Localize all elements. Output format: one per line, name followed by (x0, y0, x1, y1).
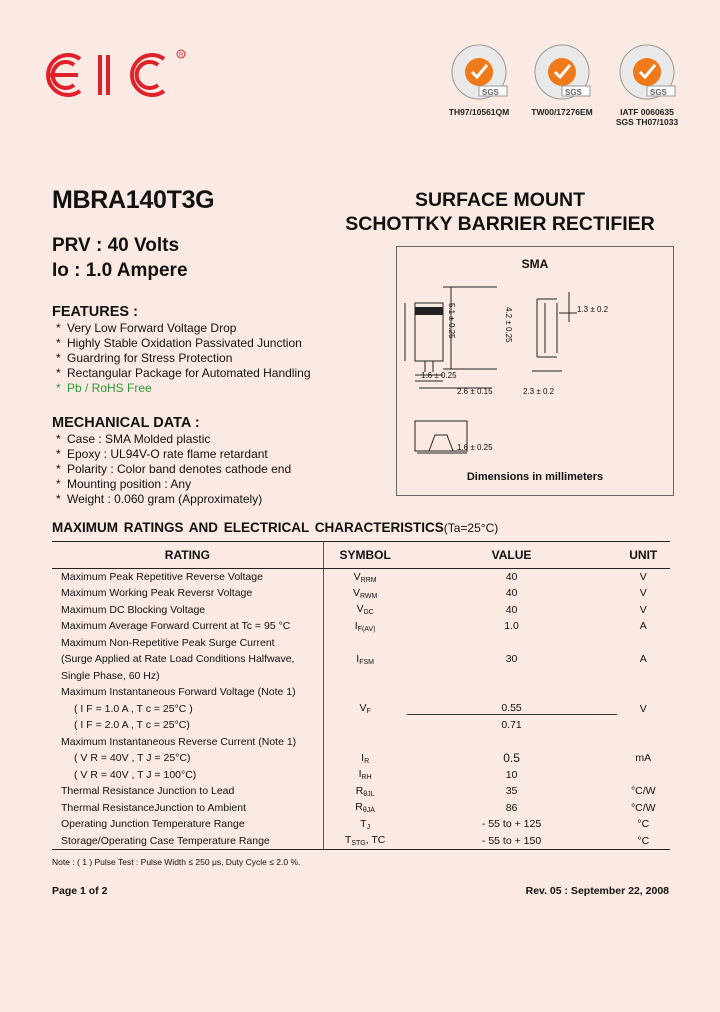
dim-lead-width: 1.6 ± 0.25 (421, 371, 457, 380)
list-item: * Weight : 0.060 gram (Approximately) (56, 492, 263, 506)
dimensions-caption: Dimensions in millimeters (466, 471, 604, 483)
col-unit: UNIT (617, 542, 670, 569)
cert-id: TH97/10561QM (448, 107, 510, 117)
page-number: Page 1 of 2 (52, 885, 108, 897)
dim-body-width: 2.6 ± 0.15 (457, 387, 493, 396)
table-row: ( I F = 2.0 A , T c = 25°C) 0.71 (52, 717, 670, 734)
table-row: Single Phase, 60 Hz) (52, 668, 670, 685)
features-heading: FEATURES : (52, 304, 138, 320)
io-rating: Io : 1.0 Ampere (52, 260, 188, 281)
table-row: ( V R = 40V , T J = 25°C) $I_R$ 0.5 mA (52, 750, 670, 767)
table-row: (Surge Applied at Rate Load Conditions Halfwave, $I_{FSM}$ 30 A (52, 651, 670, 668)
list-item: * Guardring for Stress Protection (56, 351, 233, 365)
mechanical-list (56, 432, 291, 507)
list-item: * Mounting position : Any (56, 477, 192, 491)
dim-lead-length: 1.6 ± 0.25 (457, 443, 493, 452)
sgs-cert-icon (449, 42, 509, 102)
table-row: ( I F = 1.0 A , T c = 25°C ) $V_F$ 0.55 V (52, 701, 670, 718)
title-line-1: SURFACE MOUNT (414, 189, 586, 211)
table-row: Storage/Operating Case Temperature Range $T_{STG}$, TC - 55 to + 150 °C (52, 833, 670, 850)
table-row: Maximum Instantaneous Forward Voltage (Note 1) (52, 684, 670, 701)
cert-badge-1 (444, 42, 514, 117)
cert-badge-3 (612, 42, 682, 127)
table-row: Maximum Non-Repetitive Peak Surge Current (52, 635, 670, 652)
ratings-heading: MAXIMUM RATINGS AND ELECTRICAL CHARACTERISTICS(Ta=25°C) (52, 520, 499, 535)
table-row: ( V R = 40V , T J = 100°C) $I_{RH}$ 10 (52, 767, 670, 784)
list-item: * Polarity : Color band denotes cathode end (56, 462, 292, 476)
table-row: Maximum DC Blocking Voltage $V_{DC}$ 40 V (52, 602, 670, 619)
prv-rating: PRV : 40 Volts (52, 235, 180, 256)
col-symbol: SYMBOL (323, 542, 406, 569)
table-row: Thermal Resistance Junction to Lead $R_{\theta JL}$ 35 °C/W (52, 783, 670, 800)
table-row: Maximum Average Forward Current at Tc = 95 °C $I_{F(AV)}$ 1.0 A (52, 618, 670, 635)
mechanical-heading: MECHANICAL DATA : (52, 415, 200, 431)
cert-id: TW00/17276EM (531, 107, 593, 117)
table-row: Maximum Peak Repetitive Reverse Voltage $V_{RRM}$ 40 V (52, 569, 670, 586)
dim-height: 4.2 ± 0.25 (504, 307, 513, 343)
package-drawing (396, 246, 674, 496)
eic-logo (38, 45, 188, 105)
table-header-row (52, 542, 670, 569)
sgs-label: SGS (650, 88, 667, 97)
list-item: * Rectangular Package for Automated Handling (56, 366, 311, 380)
list-item: * Pb / RoHS Free (56, 381, 152, 395)
list-item: * Very Low Forward Voltage Drop (56, 321, 237, 335)
dim-lead-thickness: 1.3 ± 0.2 (577, 305, 609, 314)
sgs-cert-icon (532, 42, 592, 102)
table-row: Operating Junction Temperature Range $T_J$ - 55 to + 125 °C (52, 816, 670, 833)
sgs-cert-icon (617, 42, 677, 102)
cert-badge-2 (527, 42, 597, 117)
table-row: Thermal ResistanceJunction to Ambient $R_{\theta JA}$ 86 °C/W (52, 800, 670, 817)
title-line-2: SCHOTTKY BARRIER RECTIFIER (345, 213, 655, 235)
cert-id-line1: IATF 0060635 (620, 107, 674, 117)
list-item: * Highly Stable Oxidation Passivated Junction (56, 336, 302, 350)
col-value: VALUE (407, 542, 617, 569)
dim-body-height: 5.1 ± 0.25 (447, 303, 456, 339)
features-list (56, 321, 311, 396)
svg-text:R: R (179, 52, 184, 59)
ratings-table (52, 541, 670, 850)
list-item: * Case : SMA Molded plastic (56, 432, 211, 446)
package-name: SMA (521, 257, 549, 271)
table-row: Maximum Instantaneous Reverse Current (Note 1) (52, 734, 670, 751)
list-item: * Epoxy : UL94V-O rate flame retardant (56, 447, 268, 461)
footnote: Note : ( 1 ) Pulse Test : Pulse Width ≤ 250 μs, Duty Cycle ≤ 2.0 %. (52, 857, 301, 867)
table-row: Maximum Working Peak Reversr Voltage $V_{RWM}$ 40 V (52, 585, 670, 602)
col-rating: RATING (52, 542, 323, 569)
part-number: MBRA140T3G (52, 186, 215, 214)
revision-date: Rev. 05 : September 22, 2008 (525, 885, 669, 897)
dim-thickness: 2.3 ± 0.2 (523, 387, 555, 396)
cert-id-line2: SGS TH07/1033 (615, 117, 679, 127)
sgs-label: SGS (482, 88, 499, 97)
sgs-label: SGS (565, 88, 582, 97)
